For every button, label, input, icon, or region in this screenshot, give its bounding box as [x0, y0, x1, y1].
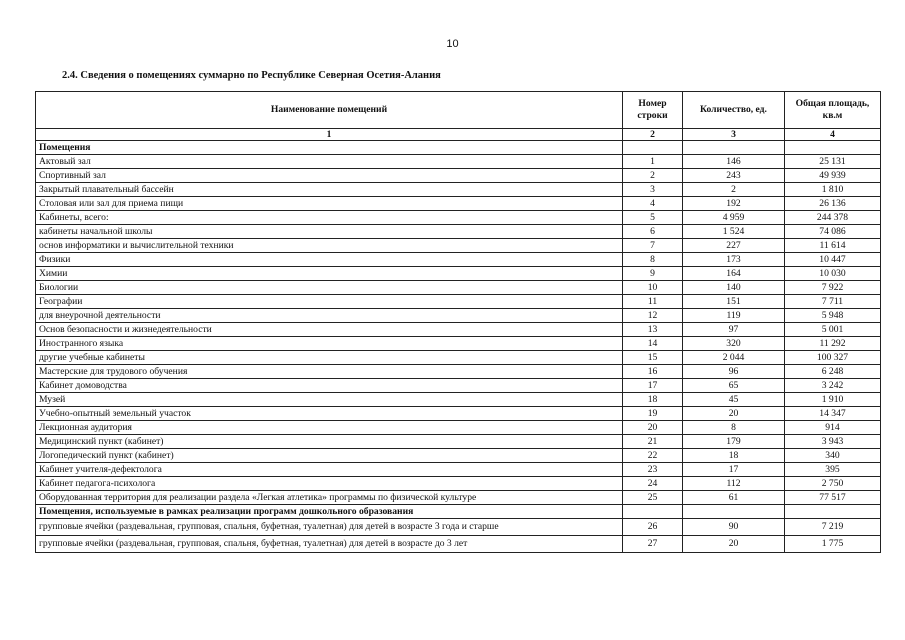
table-row	[36, 477, 881, 491]
count-cell: 119	[683, 309, 785, 323]
room-name-cell: Музей	[36, 393, 623, 407]
area-cell: 2 750	[785, 477, 881, 491]
area-cell: 14 347	[785, 407, 881, 421]
count-cell: 96	[683, 365, 785, 379]
area-cell: 244 378	[785, 211, 881, 225]
area-cell: 10 447	[785, 253, 881, 267]
line-number-cell: 24	[623, 477, 683, 491]
line-number-cell: 15	[623, 351, 683, 365]
area-cell: 395	[785, 463, 881, 477]
area-cell: 1 810	[785, 183, 881, 197]
area-cell: 26 136	[785, 197, 881, 211]
count-cell: 8	[683, 421, 785, 435]
line-number-cell: 16	[623, 365, 683, 379]
table-row	[36, 449, 881, 463]
table-row	[36, 519, 881, 536]
table-header	[36, 92, 881, 129]
table-row	[36, 379, 881, 393]
count-cell: 2 044	[683, 351, 785, 365]
column-number: 3	[683, 129, 785, 141]
area-cell: 340	[785, 449, 881, 463]
area-cell: 25 131	[785, 155, 881, 169]
table-row	[36, 463, 881, 477]
area-cell: 74 086	[785, 225, 881, 239]
line-number-cell: 22	[623, 449, 683, 463]
line-number-cell: 6	[623, 225, 683, 239]
line-number-cell: 27	[623, 536, 683, 553]
section-row	[36, 141, 881, 155]
line-number-cell: 17	[623, 379, 683, 393]
column-number: 1	[36, 129, 623, 141]
header-count: Количество, ед.	[683, 92, 785, 129]
table-row	[36, 365, 881, 379]
room-name-cell: Закрытый плавательный бассейн	[36, 183, 623, 197]
room-name-cell: Оборудованная территория для реализации раздела «Легкая атлетика» программы по физической культуре	[36, 491, 623, 505]
table-row	[36, 155, 881, 169]
count-cell: 192	[683, 197, 785, 211]
area-cell: 1 775	[785, 536, 881, 553]
header-room-name: Наименование помещений	[36, 92, 623, 129]
count-cell	[683, 141, 785, 155]
room-name-cell: Основ безопасности и жизнедеятельности	[36, 323, 623, 337]
room-name-cell: для внеурочной деятельности	[36, 309, 623, 323]
count-cell: 243	[683, 169, 785, 183]
area-cell: 3 242	[785, 379, 881, 393]
line-number-cell: 4	[623, 197, 683, 211]
table-body	[36, 129, 881, 553]
room-name-cell: кабинеты начальной школы	[36, 225, 623, 239]
table-row	[36, 295, 881, 309]
area-cell: 10 030	[785, 267, 881, 281]
line-number-cell: 7	[623, 239, 683, 253]
line-number-cell	[623, 141, 683, 155]
rooms-table	[35, 91, 881, 553]
line-number-cell: 1	[623, 155, 683, 169]
table-row	[36, 281, 881, 295]
area-cell: 77 517	[785, 491, 881, 505]
count-cell: 151	[683, 295, 785, 309]
line-number-cell: 19	[623, 407, 683, 421]
line-number-cell: 9	[623, 267, 683, 281]
room-name-cell: Географии	[36, 295, 623, 309]
room-name-cell: Биологии	[36, 281, 623, 295]
table-row	[36, 267, 881, 281]
room-name-cell: Иностранного языка	[36, 337, 623, 351]
table-row	[36, 197, 881, 211]
line-number-cell: 2	[623, 169, 683, 183]
line-number-cell: 21	[623, 435, 683, 449]
room-name-cell: Столовая или зал для приема пищи	[36, 197, 623, 211]
line-number-cell: 8	[623, 253, 683, 267]
area-cell: 7 711	[785, 295, 881, 309]
room-name-cell: Медицинский пункт (кабинет)	[36, 435, 623, 449]
count-cell: 227	[683, 239, 785, 253]
table-row	[36, 536, 881, 553]
line-number-cell: 3	[623, 183, 683, 197]
count-cell	[683, 505, 785, 519]
area-cell: 5 001	[785, 323, 881, 337]
room-name-cell: Актовый зал	[36, 155, 623, 169]
table-row	[36, 337, 881, 351]
room-name-cell: Мастерские для трудового обучения	[36, 365, 623, 379]
line-number-cell: 12	[623, 309, 683, 323]
table-row	[36, 169, 881, 183]
line-number-cell: 13	[623, 323, 683, 337]
header-area: Общая площадь, кв.м	[785, 92, 881, 129]
line-number-cell	[623, 505, 683, 519]
area-cell: 11 292	[785, 337, 881, 351]
area-cell: 3 943	[785, 435, 881, 449]
area-cell: 49 939	[785, 169, 881, 183]
room-name-cell: Физики	[36, 253, 623, 267]
line-number-cell: 20	[623, 421, 683, 435]
area-cell: 1 910	[785, 393, 881, 407]
column-number: 4	[785, 129, 881, 141]
count-cell: 112	[683, 477, 785, 491]
line-number-cell: 14	[623, 337, 683, 351]
count-cell: 20	[683, 536, 785, 553]
room-name-cell: Спортивный зал	[36, 169, 623, 183]
area-cell: 914	[785, 421, 881, 435]
room-name-cell: групповые ячейки (раздевальная, групповая, спальня, буфетная, туалетная) для детей в возрасте 3 года и старше	[36, 519, 623, 536]
area-cell: 5 948	[785, 309, 881, 323]
room-name-cell: Кабинеты, всего:	[36, 211, 623, 225]
table-row	[36, 393, 881, 407]
table-row	[36, 225, 881, 239]
room-name-cell: Кабинет домоводства	[36, 379, 623, 393]
room-name-cell: Кабинет педагога-психолога	[36, 477, 623, 491]
table-row	[36, 239, 881, 253]
count-cell: 97	[683, 323, 785, 337]
page-number: 10	[446, 38, 459, 50]
table-row	[36, 435, 881, 449]
table-row	[36, 407, 881, 421]
line-number-cell: 26	[623, 519, 683, 536]
count-cell: 2	[683, 183, 785, 197]
table-row	[36, 253, 881, 267]
table-row	[36, 323, 881, 337]
count-cell: 179	[683, 435, 785, 449]
count-cell: 320	[683, 337, 785, 351]
count-cell: 18	[683, 449, 785, 463]
table-row	[36, 183, 881, 197]
count-cell: 1 524	[683, 225, 785, 239]
area-cell: 6 248	[785, 365, 881, 379]
count-cell: 146	[683, 155, 785, 169]
room-name-cell: групповые ячейки (раздевальная, групповая, спальня, буфетная, туалетная) для детей в возрасте до 3 лет	[36, 536, 623, 553]
section-title: 2.4. Сведения о помещениях суммарно по Республике Северная Осетия-Алания	[62, 70, 441, 81]
table-row	[36, 211, 881, 225]
count-cell: 20	[683, 407, 785, 421]
room-name-cell: Химии	[36, 267, 623, 281]
count-cell: 45	[683, 393, 785, 407]
room-name-cell: Помещения	[36, 141, 623, 155]
header-line-number: Номер строки	[623, 92, 683, 129]
section-row	[36, 505, 881, 519]
area-cell: 100 327	[785, 351, 881, 365]
line-number-cell: 25	[623, 491, 683, 505]
room-name-cell: Помещения, используемые в рамках реализации программ дошкольного образования	[36, 505, 623, 519]
room-name-cell: Лекционная аудитория	[36, 421, 623, 435]
column-number: 2	[623, 129, 683, 141]
line-number-cell: 5	[623, 211, 683, 225]
count-cell: 90	[683, 519, 785, 536]
column-number-row	[36, 129, 881, 141]
area-cell: 7 219	[785, 519, 881, 536]
table-row	[36, 421, 881, 435]
area-cell: 11 614	[785, 239, 881, 253]
count-cell: 140	[683, 281, 785, 295]
room-name-cell: Учебно-опытный земельный участок	[36, 407, 623, 421]
count-cell: 17	[683, 463, 785, 477]
line-number-cell: 18	[623, 393, 683, 407]
count-cell: 164	[683, 267, 785, 281]
line-number-cell: 23	[623, 463, 683, 477]
table-row	[36, 351, 881, 365]
count-cell: 4 959	[683, 211, 785, 225]
line-number-cell: 10	[623, 281, 683, 295]
room-name-cell: Кабинет учителя-дефектолога	[36, 463, 623, 477]
area-cell	[785, 505, 881, 519]
line-number-cell: 11	[623, 295, 683, 309]
count-cell: 173	[683, 253, 785, 267]
count-cell: 61	[683, 491, 785, 505]
room-name-cell: основ информатики и вычислительной техники	[36, 239, 623, 253]
table-row	[36, 309, 881, 323]
area-cell	[785, 141, 881, 155]
area-cell: 7 922	[785, 281, 881, 295]
room-name-cell: другие учебные кабинеты	[36, 351, 623, 365]
table-row	[36, 491, 881, 505]
room-name-cell: Логопедический пункт (кабинет)	[36, 449, 623, 463]
count-cell: 65	[683, 379, 785, 393]
